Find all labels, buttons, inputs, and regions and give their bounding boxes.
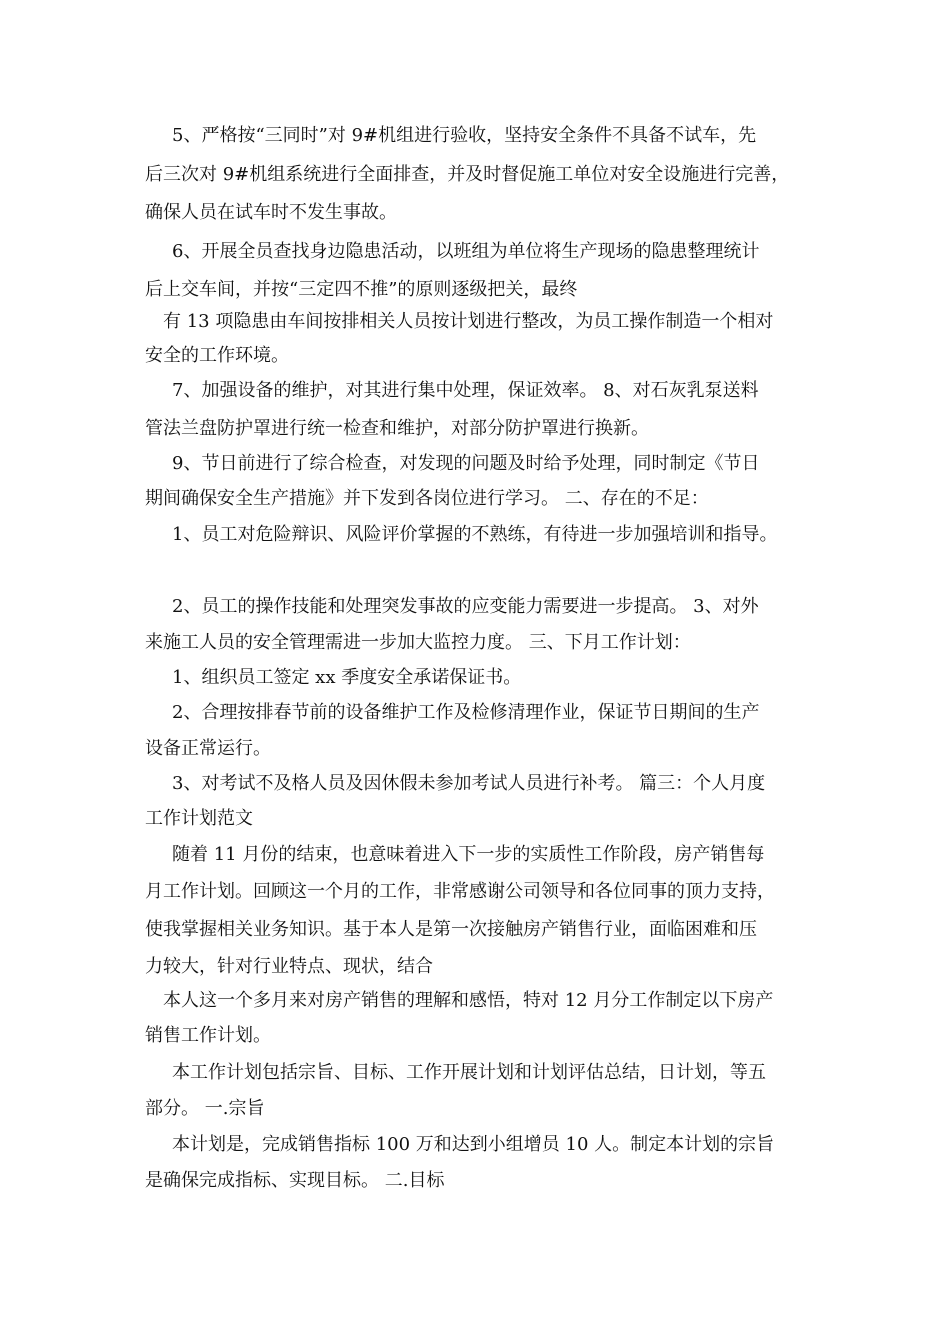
text-line: 管法兰盘防护罩进行统一检查和维护，对部分防护罩进行换新。 [145, 418, 649, 439]
text-line: 7、加强设备的维护，对其进行集中处理，保证效率。 8、对石灰乳泵送料 [172, 380, 759, 401]
text-line: 使我掌握相关业务知识。基于本人是第一次接触房产销售行业，面临困难和压 [145, 919, 757, 940]
text-line: 6、开展全员查找身边隐患活动，以班组为单位将生产现场的隐患整理统计 [172, 241, 760, 262]
text-line: 工作计划范文 [145, 808, 253, 829]
text-line: 是确保完成指标、实现目标。 二.目标 [145, 1170, 445, 1191]
text-line: 5、严格按“三同时”对 9#机组进行验收，坚持安全条件不具备不试车，先 [172, 125, 757, 146]
text-line: 本人这一个多月来对房产销售的理解和感悟，特对 12 月分工作制定以下房产 [163, 990, 774, 1011]
text-line: 期间确保安全生产措施》并下发到各岗位进行学习。 二、存在的不足： [145, 488, 709, 509]
text-line: 3、对考试不及格人员及因休假未参加考试人员进行补考。 篇三：个人月度 [172, 773, 766, 794]
text-line: 本计划是，完成销售指标 100 万和达到小组增员 10 人。制定本计划的宗旨 [172, 1134, 775, 1155]
text-line: 确保人员在试车时不发生事故。 [145, 202, 397, 223]
text-line: 9、节日前进行了综合检查，对发现的问题及时给予处理，同时制定《节日 [172, 453, 760, 474]
text-line: 1、员工对危险辩识、风险评价掌握的不熟练，有待进一步加强培训和指导。 [172, 524, 778, 545]
text-line: 1、组织员工签定 xx 季度安全承诺保证书。 [172, 667, 522, 688]
text-line: 本工作计划包括宗旨、目标、工作开展计划和计划评估总结，日计划，等五 [172, 1062, 766, 1083]
text-line: 安全的工作环境。 [145, 345, 289, 366]
text-line: 2、员工的操作技能和处理突发事故的应变能力需要进一步提高。 3、对外 [172, 596, 759, 617]
text-line: 销售工作计划。 [145, 1025, 271, 1046]
text-line: 后上交车间，并按“三定四不推”的原则逐级把关，最终 [145, 279, 578, 300]
text-line: 力较大，针对行业特点、现状，结合 [145, 956, 433, 977]
text-line: 月工作计划。回顾这一个月的工作，非常感谢公司领导和各位同事的顶力支持， [145, 881, 775, 902]
text-line: 有 13 项隐患由车间按排相关人员按计划进行整改，为员工操作制造一个相对 [163, 311, 774, 332]
text-line: 设备正常运行。 [145, 738, 271, 759]
text-line: 来施工人员的安全管理需进一步加大监控力度。 三、下月工作计划： [145, 632, 691, 653]
text-line: 部分。 一.宗旨 [145, 1098, 265, 1119]
text-line: 后三次对 9#机组系统进行全面排查，并及时督促施工单位对安全设施进行完善， [145, 164, 790, 185]
text-line: 随着 11 月份的结束，也意味着进入下一步的实质性工作阶段，房产销售每 [172, 844, 765, 865]
text-line: 2、合理按排春节前的设备维护工作及检修清理作业，保证节日期间的生产 [172, 702, 760, 723]
